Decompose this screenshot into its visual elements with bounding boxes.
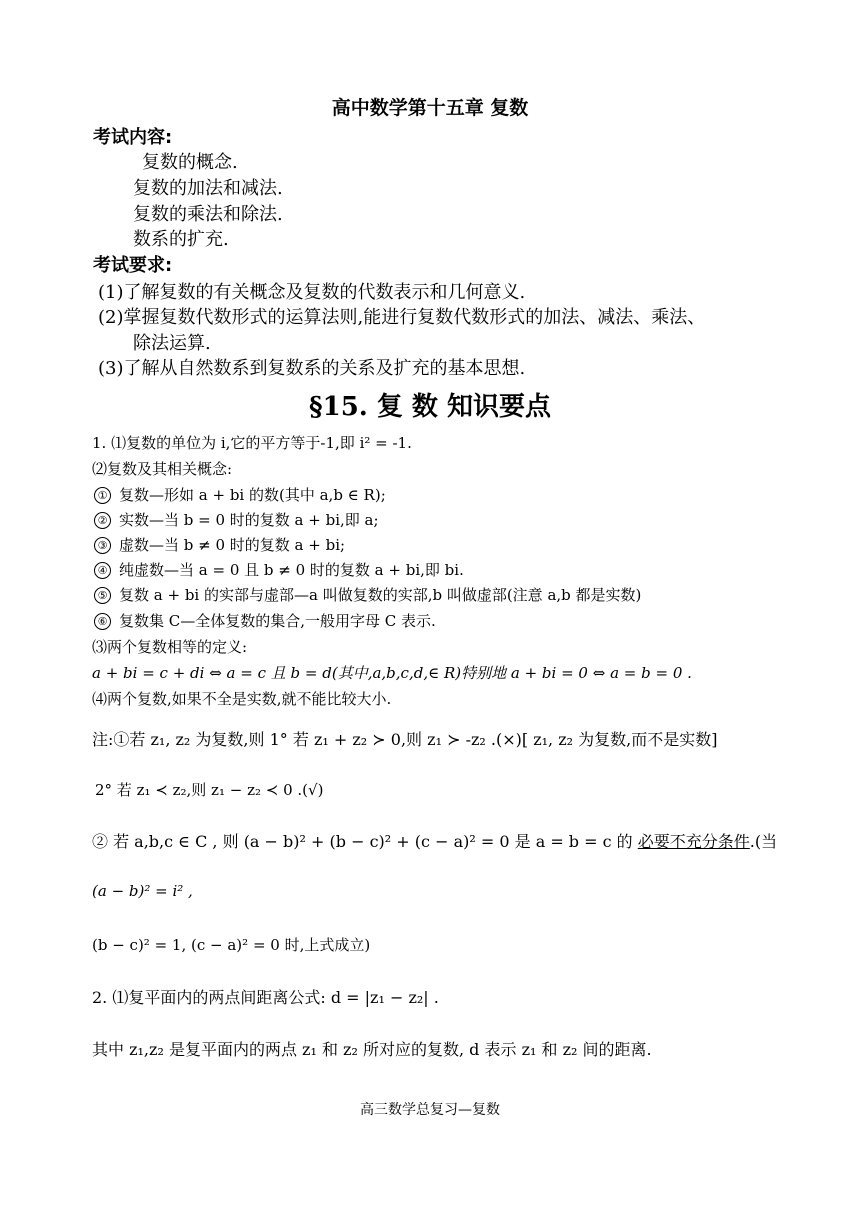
point-2-1: 2. ⑴复平面内的两点间距离公式: d = |z₁ − z₂| .	[92, 988, 439, 1007]
circled-number: ③	[94, 537, 111, 554]
concept-text: 复数集 C—全体复数的集合,一般用字母 C 表示.	[119, 612, 436, 630]
requirement-item: (3)了解从自然数系到复数系的关系及扩充的基本思想.	[98, 358, 526, 379]
point-1-1: 1. ⑴复数的单位为 i,它的平方等于-1,即 i² = -1.	[92, 434, 412, 452]
note-3-text: ② 若 a,b,c ∈ C , 则 (a − b)² + (b − c)² + (c − a)² = 0 是 a = b = c 的	[92, 832, 633, 851]
circled-number: ①	[94, 487, 111, 504]
concept-item	[94, 509, 379, 530]
concept-item	[94, 584, 641, 605]
note-3	[92, 829, 777, 852]
concept-text: 复数 a + bi 的实部与虚部—a 叫做复数的实部,b 叫做虚部(注意 a,b 都是实数)	[119, 586, 642, 604]
page-title: 高中数学第十五章 复数	[331, 97, 529, 119]
note-4: (a − b)² = i² ,	[92, 882, 193, 900]
point-1-3: ⑶两个复数相等的定义:	[92, 638, 248, 656]
concept-text: 实数—当 b = 0 时的复数 a + bi,即 a;	[119, 511, 379, 529]
note-3-post: .(当	[749, 832, 778, 851]
point-1-2: ⑵复数及其相关概念:	[92, 460, 233, 478]
page-footer: 高三数学总复习—复数	[360, 1102, 500, 1118]
concept-item	[94, 559, 464, 580]
note-1: 注:①若 z₁, z₂ 为复数,则 1° 若 z₁ + z₂ ≻ 0,则 z₁ ≻ -z₂ .(×)[ z₁, z₂ 为复数,而不是实数]	[92, 730, 718, 749]
requirement-item: (1)了解复数的有关概念及复数的代数表示和几何意义.	[98, 282, 526, 303]
circled-number: ⑤	[94, 587, 111, 604]
note-3-underline: 必要不充分条件	[637, 832, 750, 851]
requirement-item: (2)掌握复数代数形式的运算法则,能进行复数代数形式的加法、减法、乘法、	[98, 307, 706, 328]
concept-text: 纯虚数—当 a = 0 且 b ≠ 0 时的复数 a + bi,即 bi.	[119, 561, 464, 579]
exam-content-item: 复数的乘法和除法.	[133, 204, 283, 225]
exam-content-item: 复数的概念.	[142, 152, 238, 173]
point-1-4: ⑷两个复数,如果不全是实数,就不能比较大小.	[92, 690, 392, 708]
concept-item	[94, 534, 345, 555]
circled-number: ②	[94, 512, 111, 529]
note-5: (b − c)² = 1, (c − a)² = 0 时,上式成立)	[92, 936, 371, 954]
note-2: 2° 若 z₁ ≺ z₂,则 z₁ − z₂ ≺ 0 .(√)	[95, 781, 324, 799]
point-2-2: 其中 z₁,z₂ 是复平面内的两点 z₁ 和 z₂ 所对应的复数, d 表示 z₁ 和 z₂ 间的距离.	[92, 1040, 652, 1059]
exam-content-item: 复数的加法和减法.	[133, 178, 283, 199]
circled-number: ④	[94, 562, 111, 579]
circled-number: ⑥	[94, 613, 111, 630]
exam-content-item: 数系的扩充.	[133, 229, 229, 250]
concept-text: 虚数—当 b ≠ 0 时的复数 a + bi;	[119, 536, 346, 554]
exam-requirements-heading: 考试要求:	[93, 255, 173, 276]
concept-item	[94, 610, 436, 631]
exam-content-heading: 考试内容:	[93, 127, 173, 148]
section-title: §15. 复 数 知识要点	[309, 392, 551, 422]
concept-text: 复数—形如 a + bi 的数(其中 a,b ∈ R);	[119, 486, 386, 504]
equality-formula: a + bi = c + di ⇔ a = c 且 b = d(其中,a,b,c,d,∈ R)特别地 a + bi = 0 ⇔ a = b = 0 .	[92, 664, 692, 682]
requirement-item: 除法运算.	[133, 333, 211, 354]
concept-item	[94, 484, 386, 505]
